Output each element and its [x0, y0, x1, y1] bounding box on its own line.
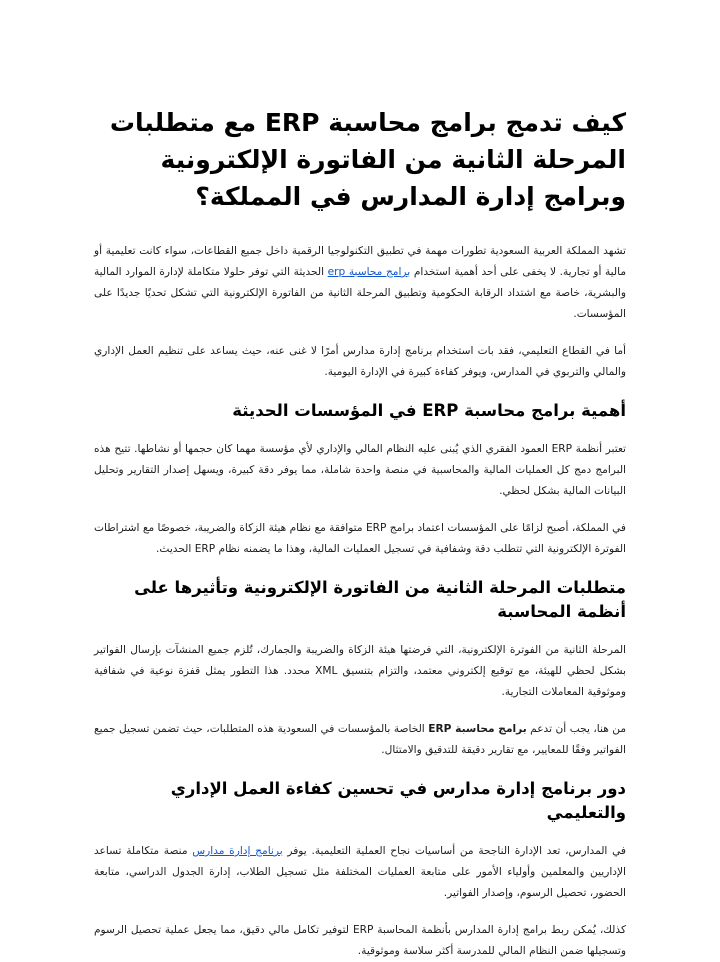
section-2-p2-text-end: الخاصة بالمؤسسات في السعودية هذه المتطلبات، حيث تضمن تسجيل جميع الفواتير وفقًا للمعايير، مع تقارير دقيقة للتدقيق والامتثال. [94, 723, 626, 756]
intro-paragraph-1 [94, 241, 626, 325]
erp-programs-link[interactable]: برامج محاسبة erp [327, 266, 411, 278]
section-1-heading: أهمية برامج محاسبة ERP في المؤسسات الحديثة [232, 401, 626, 420]
school-management-link[interactable]: برنامج إدارة مدارس [192, 845, 283, 857]
section-2-paragraph-1: المرحلة الثانية من الفوترة الإلكترونية، التي فرضتها هيئة الزكاة والضريبة والجمارك، تُلزم جميع المنشآت بإرسال الفواتير بشكل لحظي للهيئة، مع توقيع إلكتروني معتمد، والتزام بتنسيق XML محدد. هذا التطور يمثل قفزة نوعية في شفافية وموثوقية المعاملات التجارية. [94, 644, 626, 698]
intro-p1-text-start: تشهد المملكة العربية السعودية تطورات مهمة في تطبيق التكنولوجيا الرقمية داخل جميع القطاعات، سواء كانت تعليمية أو مالية أو تجارية. لا يخفى على أحد أهمية استخدام [94, 245, 626, 278]
section-1-paragraph-1: تعتبر أنظمة ERP العمود الفقري الذي يُبنى عليه النظام المالي والإداري لأي مؤسسة مهما كان حجمها أو نشاطها. تتيح هذه البرامج دمج كل العمليات المالية والمحاسبية في منصة واحدة شاملة، مما يوفر دقة كبيرة، ويسهل إصدار التقارير وتحليل البيانات المالية بشكل لحظي. [94, 443, 626, 497]
erp-bold-phrase: برامج محاسبة ERP [428, 723, 527, 735]
section-1-paragraph-2: في المملكة، أصبح لزامًا على المؤسسات اعتماد برامج ERP متوافقة مع نظام هيئة الزكاة والضريبة، خصوصًا مع اشتراطات الفوترة الإلكترونية التي تتطلب دقة وشفافية في تسجيل العمليات المالية، وهذا ما يضمنه نظام ERP الحديث. [94, 522, 626, 555]
page-title: كيف تدمج برامج محاسبة ERP مع متطلبات المرحلة الثانية من الفاتورة الإلكترونية وبرامج إدارة المدارس في المملكة؟ [109, 108, 626, 211]
section-2-p2-text-start: من هنا، يجب أن تدعم [526, 723, 627, 735]
section-3-p1-text-end: منصة متكاملة تساعد الإداريين والمعلمين وأولياء الأمور على متابعة العمليات المختلفة مثل تسجيل الطلاب، إدارة الجدول الدراسي، متابعة الحضور، تحصيل الرسوم، وإصدار الفواتير. [94, 845, 626, 899]
intro-paragraph-2: أما في القطاع التعليمي، فقد بات استخدام برنامج إدارة مدارس أمرًا لا غنى عنه، حيث يساعد على تنظيم العمل الإداري والمالي والتربوي في المدارس، ويوفر كفاءة كبيرة في الإدارة اليومية. [94, 345, 626, 378]
section-2-paragraph-2 [94, 719, 626, 761]
section-3-heading: دور برنامج إدارة مدارس في تحسين كفاءة العمل الإداري والتعليمي [170, 779, 626, 822]
section-3-p1-text-start: في المدارس، تعد الإدارة الناجحة من أساسيات نجاح العملية التعليمية. يوفر [282, 845, 626, 857]
section-3-paragraph-1 [94, 841, 626, 904]
section-3-paragraph-2: كذلك، يُمكن ربط برامج إدارة المدارس بأنظمة المحاسبة ERP لتوفير تكامل مالي دقيق، مما يجعل عملية تحصيل الرسوم وتسجيلها ضمن النظام المالي للمدرسة أكثر سلاسة وموثوقية. [94, 924, 626, 957]
section-2-heading: متطلبات المرحلة الثانية من الفاتورة الإلكترونية وتأثيرها على أنظمة المحاسبة [134, 578, 626, 621]
intro-p1-text-end: الحديثة التي توفر حلولا متكاملة لإدارة الموارد المالية والبشرية، خاصة مع اشتداد الرقابة الحكومية وتطبيق المرحلة الثانية من الفاتورة الإلكترونية التي تشكل تحديًا جديدًا على المؤسسات. [94, 266, 626, 320]
